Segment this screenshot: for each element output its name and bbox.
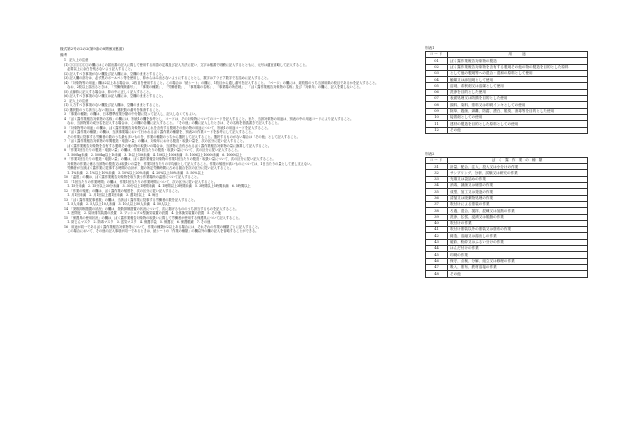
- note-line: (2) 選択肢のうち該当しない項目は、選択肢の番号を抹消すること。: [64, 107, 162, 112]
- name-cell: ろ過、混合、撹拌、混練又は加熱の作業: [448, 208, 588, 214]
- name-cell: 除草、殺菌、剥離、防腐、漂白、脱臭、消毒等を目的とした使用: [448, 108, 588, 114]
- code-cell: 03: [426, 70, 448, 76]
- name-cell: はんだ付けの作業: [448, 246, 588, 252]
- name-cell: 表面処理又は防錆を目的とした使用: [448, 96, 588, 102]
- name-cell: 溶剤、希釈剤又は溶媒として使用: [448, 83, 588, 89]
- code-cell: 05: [426, 83, 448, 89]
- note-line: 8 「作業1回当たりの製造・取扱い量」の欄は、作業1回当たりの製造・取扱い量について、次の区分に従い記入すること。: [64, 148, 241, 152]
- header-code: コード: [426, 157, 448, 163]
- usage-code-table: [425, 51, 588, 134]
- form-title: 様式第2号の2の2(第9条の8関係)(裏面): [60, 47, 124, 51]
- code-cell: 42: [426, 233, 448, 239]
- code-cell: 01: [426, 58, 448, 64]
- note-line: 2 記入上の注意: [64, 98, 89, 103]
- name-cell: 顔料、染料、塗料又は印刷インキとしての使用: [448, 102, 588, 108]
- note-line: 必要以上に余白を残さないよう記入すること。: [64, 67, 135, 71]
- name-cell: 消毒、滅菌又は燻蒸の作業: [448, 183, 588, 189]
- note-line: 対象物の作業に係る当該物の製造又は取扱いの量を、作業1回当たりの平均値として記入すること。作業の頻度が高いものについては、1日当たりの量として差し支えない。: [64, 161, 314, 166]
- name-cell: その他: [448, 127, 588, 133]
- note-line: 9 「作業1回当たりの製造・取扱い量」の欄は、ばく露作業報告対象物の作業1回当たりの製造・取扱い量について、次の区分に従い記入すること。: [64, 157, 276, 161]
- code-cell: 12: [426, 127, 448, 133]
- name-cell: 洗浄、払拭、浸漬又は脱脂の作業: [448, 214, 588, 220]
- code-cell: 40: [426, 220, 448, 226]
- code-cell: 34: [426, 183, 448, 189]
- note-line: 10 「温度」の欄は、ばく露作業報告対象物を取り扱う作業場所の温度について記入すること。: [64, 175, 201, 179]
- note-line: なお、2枚以上届出るときは、「労働保険番号」、「事業の種類」、「労働者数」、「事業場の名称」、「事業場の所在地」、「ばく露作業報告対象物の名称」及び「対象年」の欄に、記入を要しないこと。: [64, 85, 363, 89]
- code-cell: 04: [426, 77, 448, 83]
- code-cell: 45: [426, 252, 448, 258]
- table1-caption: 別表1: [425, 46, 435, 50]
- note-line: 13 「ばく露作業従事者数」の欄は、当該ばく露作業に従事する労働者の数を記入すること。: [64, 197, 198, 202]
- header-name: ば く 露 作 業 の 種 類: [448, 157, 588, 163]
- code-cell: 10: [426, 114, 448, 120]
- code-cell: 39: [426, 214, 448, 220]
- note-line: 1. 5人未満 2. 5人以上10人未満 3. 10人以上50人未満 4. 50人以上: [64, 202, 171, 206]
- code-cell: 48: [426, 271, 448, 277]
- code-cell: 06: [426, 89, 448, 95]
- name-cell: 接着剤としての使用: [448, 114, 588, 120]
- code-cell: 02: [426, 64, 448, 70]
- note-line: 1. 密閉化 2. 局所排気装置の設置 3. プッシュプル型換気装置の設置 4. 全体換気装置の設置 5. その他: [64, 211, 221, 215]
- code-cell: 08: [426, 102, 448, 108]
- name-cell: 破砕、粉砕又はふるい分けの作業: [448, 239, 588, 245]
- note-line: (4) 「対象物等の用途」欄は2以上ある場合は、2枚目を使用すること。この場合は「続シート」の欄に、1枚目から通し番号を記入すること。「ページ」の欄には、総枚数のうち当該用紙の枚目であるかを記入すること。: [64, 80, 379, 85]
- name-cell: 清掃又は廃棄物処理の作業: [448, 195, 588, 201]
- note-line: 5 「対象物等の用途」の欄は、ばく露作業報告対象物又はこれを含有する製剤その他の物の用途について、別表1の用途コードを記入すること。: [64, 125, 271, 130]
- note-line: 12 「作業の頻度」の欄は、ばく露作業の頻度を、次の区分に従い記入すること。: [64, 188, 182, 193]
- header-name: 用 途: [448, 52, 588, 58]
- note-line: 14 「発散抑制措置の状況」の欄は、発散抑制措置の状況について、次に掲げるもののうち該当するものを記入すること。: [64, 206, 239, 211]
- code-cell: 35: [426, 189, 448, 195]
- table-row: [426, 271, 588, 277]
- code-cell: 32: [426, 170, 448, 176]
- code-cell: 07: [426, 96, 448, 102]
- note-line: 4 「ばく露作業報告対象物の名称」の欄には、別表1の欄を参考とし、コードは、その対象物についてのコードを記入すること。また、当該対象物の用途は、別表の中の用途コードにより記入すること。: [64, 116, 354, 121]
- name-cell: 成型、加工又は発泡の作業: [448, 189, 588, 195]
- table2-caption: 別表2: [425, 151, 435, 156]
- note-line: 1. 500kg未満 2. 500kg以上1t未満 3. 1t以上10t未満 4. 10t以上100t未満 5. 100t以上1000t未満 6. 1000t以上: [64, 152, 243, 157]
- note-line: その作業に従事する労働者の数のうち最も多いものを、作業の種類のうちから選択して記入すること。選択するものがない場合は「その他」として記入すること。: [64, 134, 300, 139]
- note-line: (1) 入力すべき事項のない欄及び記入欄は、空欄のままとすること。: [64, 103, 162, 107]
- code-cell: 11: [426, 121, 448, 127]
- code-cell: 33: [426, 176, 448, 182]
- table-row: [426, 127, 588, 133]
- note-line: 16 用途が同一であるばく露作業報告対象物等について、作業の種類が2以上ある場合には、それぞれの作業の種類ごとに記入すること。: [64, 224, 262, 229]
- note-line: (2) 記入すべき事項がない欄及び記入欄には、空欄のままとすること。: [64, 71, 166, 76]
- name-cell: 計量、配合、注入、投入又は小分けの作業: [448, 164, 588, 170]
- note-line: 1 記入上の注意: [64, 58, 89, 62]
- header-code: コード: [426, 52, 448, 58]
- note-line: 1. 防じんマスク 2. 防毒マスク 3. 送気マスク 4. 保護手袋 5. 保護衣 6. 保護眼鏡 7. その他: [64, 220, 211, 224]
- code-cell: 47: [426, 264, 448, 270]
- code-cell: 36: [426, 195, 448, 201]
- note-line: (5) 点線枠に記入する場合は、枠の中に正しく記入すること。: [64, 89, 153, 94]
- code-cell: 43: [426, 239, 448, 245]
- name-cell: その他: [448, 271, 588, 277]
- code-cell: 41: [426, 227, 448, 233]
- code-cell: 37: [426, 201, 448, 207]
- code-cell: 44: [426, 246, 448, 252]
- work-code-table: [425, 157, 588, 278]
- note-line: 15 「保護具の使用状況」の欄は、ばく露作業報告対象物の取扱いに際して労働者が使用する保護具について記入すること。: [64, 215, 242, 220]
- name-cell: 保守、点検、分解、組立又は修理の作業: [448, 258, 588, 264]
- note-line: 3 「事業の種類」の欄は、日本標準産業分類の中分類に従って記入し、記入しなくてもよい。: [64, 112, 199, 116]
- note-line: 1. 15分未満 2. 15分以上30分未満 3. 30分以上1時間未満 4. 1時間以上3時間未満 5. 3時間以上5時間未満 6. 5時間以上: [64, 184, 251, 188]
- note-line: なお、当該物質の成分名を記入する場合は、この欄の各欄に記入すること。「その他」の欄に記入したときは、その名称を括弧書きで記入すること。: [64, 121, 281, 125]
- notes-body: [60, 58, 405, 234]
- note-line: 1. 月1回未満 2. 月1回以上週1回未満 3. 週1回以上 4. 毎日: [64, 193, 159, 197]
- name-cell: 洗浄を目的とした使用: [448, 89, 588, 95]
- table-row: [426, 64, 588, 70]
- note-line: (3) 記入欄の部分は、必ず黒のボールペン等を使用し、枠からはみ出さないようにすることとし、数字はアラビア数字で右詰めに記入すること。: [64, 76, 271, 80]
- name-cell: 建材の製造を目的とした原料としての使用: [448, 121, 588, 127]
- name-cell: 吹付け塗装以外の塗装又は塗布の作業: [448, 227, 588, 233]
- notes-heading: 備考: [60, 53, 68, 57]
- note-line: 労働者が当該ばく露作業に従事する時間の合計が、週の所定労働時間に占める割合を次の区分に従い記入すること。: [64, 166, 233, 170]
- name-cell: 鋳造、溶融又は湯出しの作業: [448, 233, 588, 239]
- name-cell: 吹付けによる塗装の作業: [448, 201, 588, 207]
- name-cell: 触媒又は添加剤として使用: [448, 77, 588, 83]
- note-line: (1) ①①①①①①の欄にはこの届出書の記入に際して使用する用語の定義及び記入方法に従い、文字は楷書で明瞭に記入するとともに、元号は適宜省略して記入すること。: [64, 62, 309, 67]
- name-cell: 印刷の作業: [448, 252, 588, 258]
- name-cell: 充填又は袋詰めの作業: [448, 176, 588, 182]
- name-cell: ばく露作業報告対象物を含有する製剤その他の物の製造を目的とした原料: [448, 64, 588, 70]
- code-cell: 38: [426, 208, 448, 214]
- note-line: この場合において、その他の記入事項が同一であるときは、続シートの「作業の種類」の欄以外の欄の記入を省略することができる。: [64, 229, 259, 233]
- note-line: 6 「ばく露作業の種類」の欄は、当該事業場において行われるばく露作業の種類を、別表2の作業コードを参考にして記入すること。: [64, 130, 255, 134]
- notes-panel: [60, 47, 405, 234]
- note-line: (6) 記入すべき事項のない欄又は記入欄には、空欄のままとすること。: [64, 94, 166, 98]
- note-line: 1. 1%未満 2. 1%以上10%未満 3. 10%以上20%未満 4. 20%以上50%未満 5. 50%以上: [64, 170, 204, 175]
- note-line: ばく露作業報告対象物を含有する製剤その他の物の取扱いの場合は、当該物に含有されるばく露作業報告対象物の量に換算して記入すること。: [64, 143, 272, 148]
- note-line: 11 「1回当たりの作業時間」の欄は、作業1回当たりの作業時間について、次の区分に従い記入すること。: [64, 179, 218, 184]
- name-cell: サンプリング、分析、試験又は研究の作業: [448, 170, 588, 176]
- name-cell: ばく露作業報告対象物の製造: [448, 58, 588, 64]
- code-cell: 31: [426, 164, 448, 170]
- name-cell: 吸入、塗布、鉄材溶接の作業: [448, 264, 588, 270]
- name-cell: 吹付けの作業: [448, 220, 588, 226]
- name-cell: として他の製剤等への混合・混和の原料として使用: [448, 70, 588, 76]
- note-line: 7 「ばく露作業報告対象物の年間製造・取扱い量」の欄は、対象年における製造・取扱い量を、次の区分に従い記入すること。: [64, 139, 247, 143]
- code-cell: 46: [426, 258, 448, 264]
- tables-panel: [425, 46, 588, 278]
- code-cell: 09: [426, 108, 448, 114]
